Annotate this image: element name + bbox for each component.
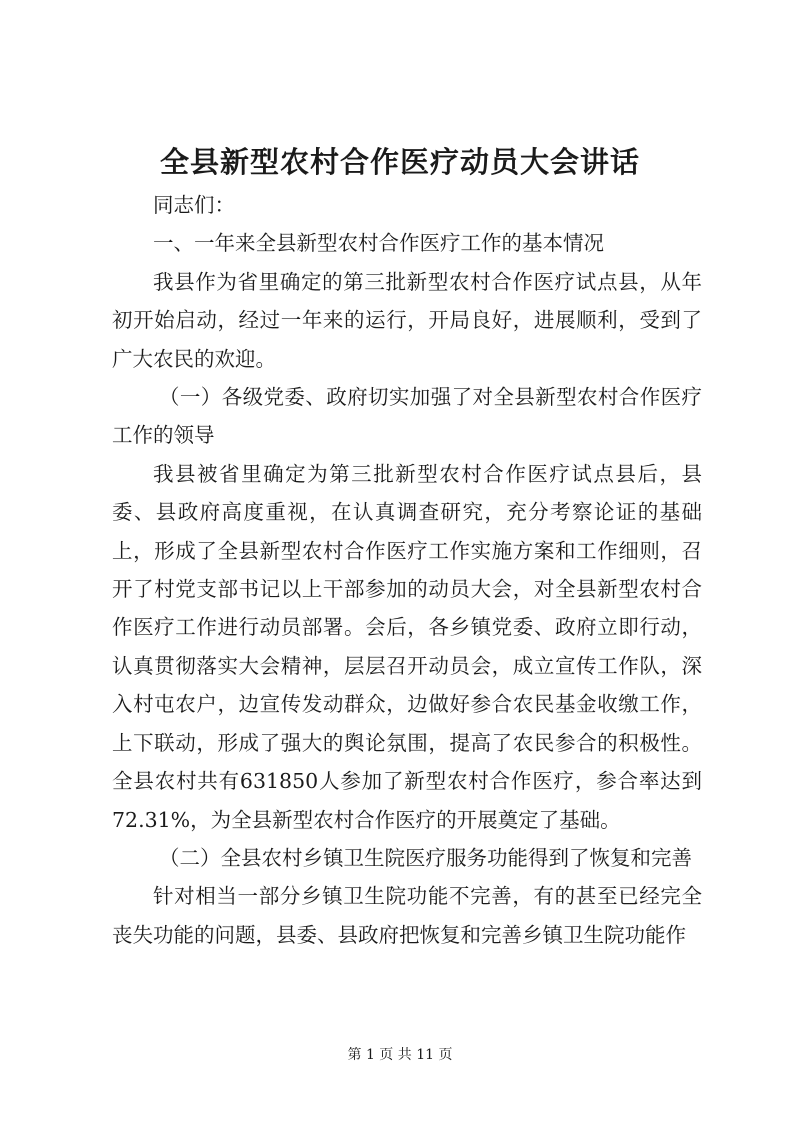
paragraph-leadership: 我县被省里确定为第三批新型农村合作医疗试点县后，县委、县政府高度重视，在认真调查研究，充分考察论证的基础上，形成了全县新型农村合作医疗工作实施方案和工作细则，召开了村党支部书记以上干部参加的动员大会，对全县新型农村合作医疗工作进行动员部署。会后，各乡镇党委、政府立即行动，认真贯彻落实大会精神，层层召开动员会，成立宣传工作队，深入村屯农户，边宣传发动群众，边做好参合农民基金收缴工作，上下联动，形成了强大的舆论氛围，提高了农民参合的积极性。全县农村共有631850人参加了新型农村合作医疗，参合率达到72.31%，为全县新型农村合作医疗的开展奠定了基础。 bbox=[112, 461, 702, 832]
subsection-heading-1: （一）各级党委、政府切实加强了对全县新型农村合作医疗工作的领导 bbox=[112, 385, 702, 448]
paragraph-intro: 我县作为省里确定的第三批新型农村合作医疗试点县，从年初开始启动，经过一年来的运行，开局良好，进展顺利，受到了广大农民的欢迎。 bbox=[112, 269, 702, 371]
section-heading-1: 一、一年来全县新型农村合作医疗工作的基本情况 bbox=[153, 231, 604, 256]
subsection-heading-2: （二）全县农村乡镇卫生院医疗服务功能得到了恢复和完善 bbox=[159, 845, 692, 870]
page-number-footer: 第 1 页 共 11 页 bbox=[347, 1047, 453, 1063]
document-body bbox=[112, 186, 702, 954]
salutation: 同志们： bbox=[153, 193, 235, 217]
paragraph-health-centers: 针对相当一部分乡镇卫生院功能不完善，有的甚至已经完全丧失功能的问题，县委、县政府把恢复和完善乡镇卫生院功能作 bbox=[112, 884, 702, 947]
document-title: 全县新型农村合作医疗动员大会讲话 bbox=[159, 145, 640, 179]
